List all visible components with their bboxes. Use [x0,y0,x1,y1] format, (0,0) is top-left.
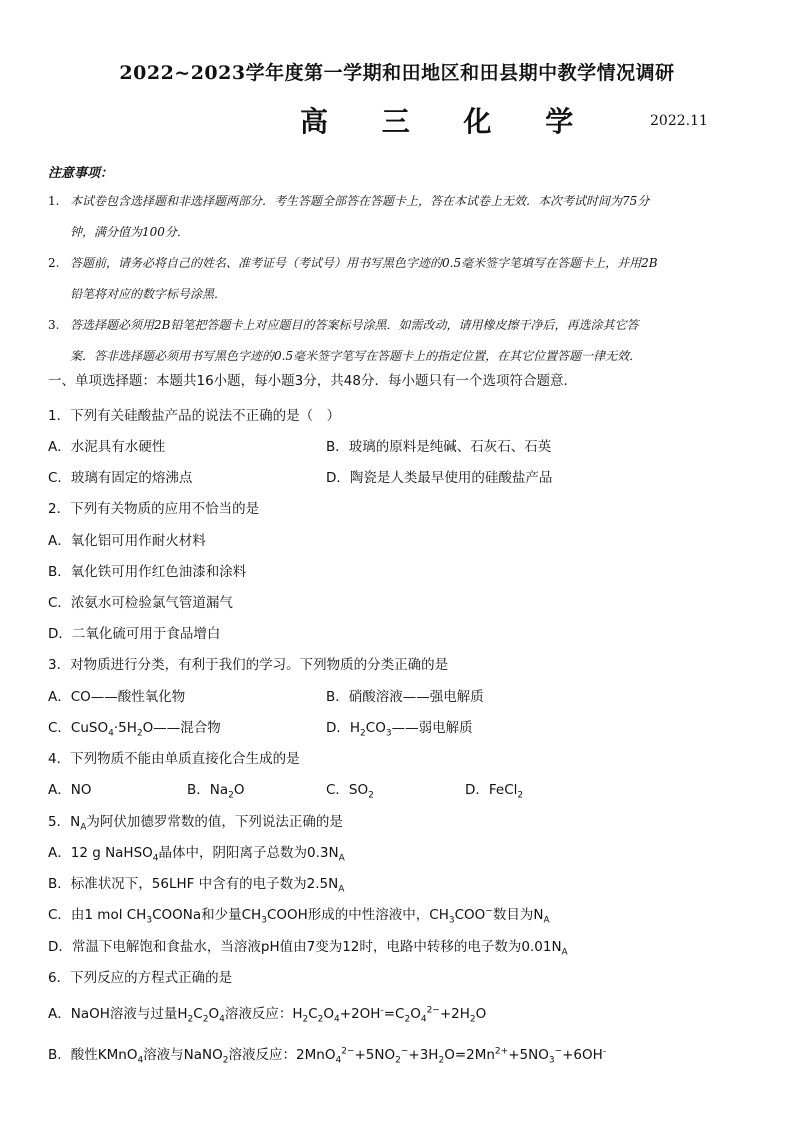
question-2-option-c: C．浓氨水可检验氯气管道漏气 [48,595,233,611]
question-1-option-a: A．水泥具有水硬性 [48,439,166,455]
question-5-option-c: C．由1 mol $CH_3COONa$和少量$CH_3COOH$形成的中性溶液中，$CH_3COO^-$数目为$N_A$ [48,906,550,926]
note-text-continued: 铅笔将对应的数字标号涂黑． [70,287,227,301]
question-6-option-b: B．酸性KMnO$_4$溶液与NaNO$_2$溶液反应：$2MnO_4^{2-}+5NO_2^-+3H_2O=2Mn^{2+}+5NO_3^-+6OH^-$ [48,1046,607,1066]
question-1-option-d: D．陶瓷是人类最早使用的硅酸盐产品 [326,470,553,486]
question-3-option-b: B．硝酸溶液——强电解质 [326,689,484,705]
question-5-option-d: D．常温下电解饱和食盐水，当溶液pH值由7变为12时，电路中转移的电子数为$0.01N_A$ [48,939,568,958]
note-number: 1. [48,194,60,208]
question-5-option-b: B．标准状况下，56LHF 中含有的电子数为$2.5N_A$ [48,876,345,895]
note-text: 本试卷包含选择题和非选择题两部分．考生答题全部答在答题卡上，答在本试卷上无效．本次考试时间为75分 [70,194,650,208]
question-2-stem: 2．下列有关物质的应用不恰当的是 [48,501,260,517]
question-3-option-d: D．$H_2CO_3——$弱电解质 [326,720,473,739]
question-3-stem: 3．对物质进行分类，有利于我们的学习。下列物质的分类正确的是 [48,657,449,673]
question-1-option-c: C．玻璃有固定的熔沸点 [48,470,193,486]
question-2-option-a: A．氧化铝可用作耐火材料 [48,533,206,549]
question-2-option-d: D．二氧化硫可用于食品增白 [48,626,221,642]
note-item-1 [48,186,758,248]
question-2-option-b: B．氧化铁可用作红色油漆和涂料 [48,564,247,580]
question-4-stem: 4．下列物质不能由单质直接化合生成的是 [48,751,300,767]
note-item-3 [48,310,758,372]
question-1-option-b: B．玻璃的原料是纯碱、石灰石、石英 [326,439,552,455]
question-6-stem: 6．下列反应的方程式正确的是 [48,970,233,986]
subject-title: 高 三 化 学 [300,105,596,138]
question-5-option-a: A．12 g NaHSO$_4$晶体中，阴阳离子总数为$0.3N_A$ [48,845,345,864]
question-4-option-b: B．$Na_2O$ [187,782,245,801]
question-1-stem: 1．下列有关硅酸盐产品的说法不正确的是（ ） [48,408,341,424]
note-text: 答选择题必须用2B铅笔把答题卡上对应题目的答案标号涂黑．如需改动，请用橡皮擦干净后，再选涂其它答 [70,318,639,332]
note-number: 2. [48,256,60,270]
exam-title: 2022~2023学年度第一学期和田地区和田县期中教学情况调研 [119,62,675,84]
note-text-continued: 钟，满分值为100分． [70,225,189,239]
note-text-continued: 案．答非选择题必须用书写黑色字迹的0.5毫米签字笔写在答题卡上的指定位置，在其它位置答题一律无效． [70,349,642,363]
question-4-option-c: C．$SO_2$ [326,782,374,801]
question-4-option-d: D．FeCl$_2$ [465,782,524,801]
question-4-option-a: A．NO [48,782,92,798]
note-text: 答题前，请务必将自己的姓名、准考证号（考试号）用书写黑色字迹的0.5毫米签字笔填写在答题卡上，并用2B [70,256,658,270]
note-item-2 [48,248,758,310]
exam-date: 2022.11 [650,113,708,129]
note-number: 3. [48,318,60,332]
question-5-stem: 5．$N_A$为阿伏加德罗常数的值，下列说法正确的是 [48,814,343,833]
question-3-option-a: A．CO——酸性氧化物 [48,689,186,705]
notes-heading: 注意事项： [48,166,114,181]
question-3-option-c: C．$CuSO_4\cdot 5H_2O——$混合物 [48,720,221,739]
question-6-option-a: A．NaOH溶液与过量$H_2C_2O_4$溶液反应：$H_2C_2O_4+2OH^-=C_2O_4^{2-}+2H_2O$ [48,1005,487,1025]
section-heading: 一、单项选择题：本题共16小题，每小题3分，共48分．每小题只有一个选项符合题意． [48,373,577,389]
